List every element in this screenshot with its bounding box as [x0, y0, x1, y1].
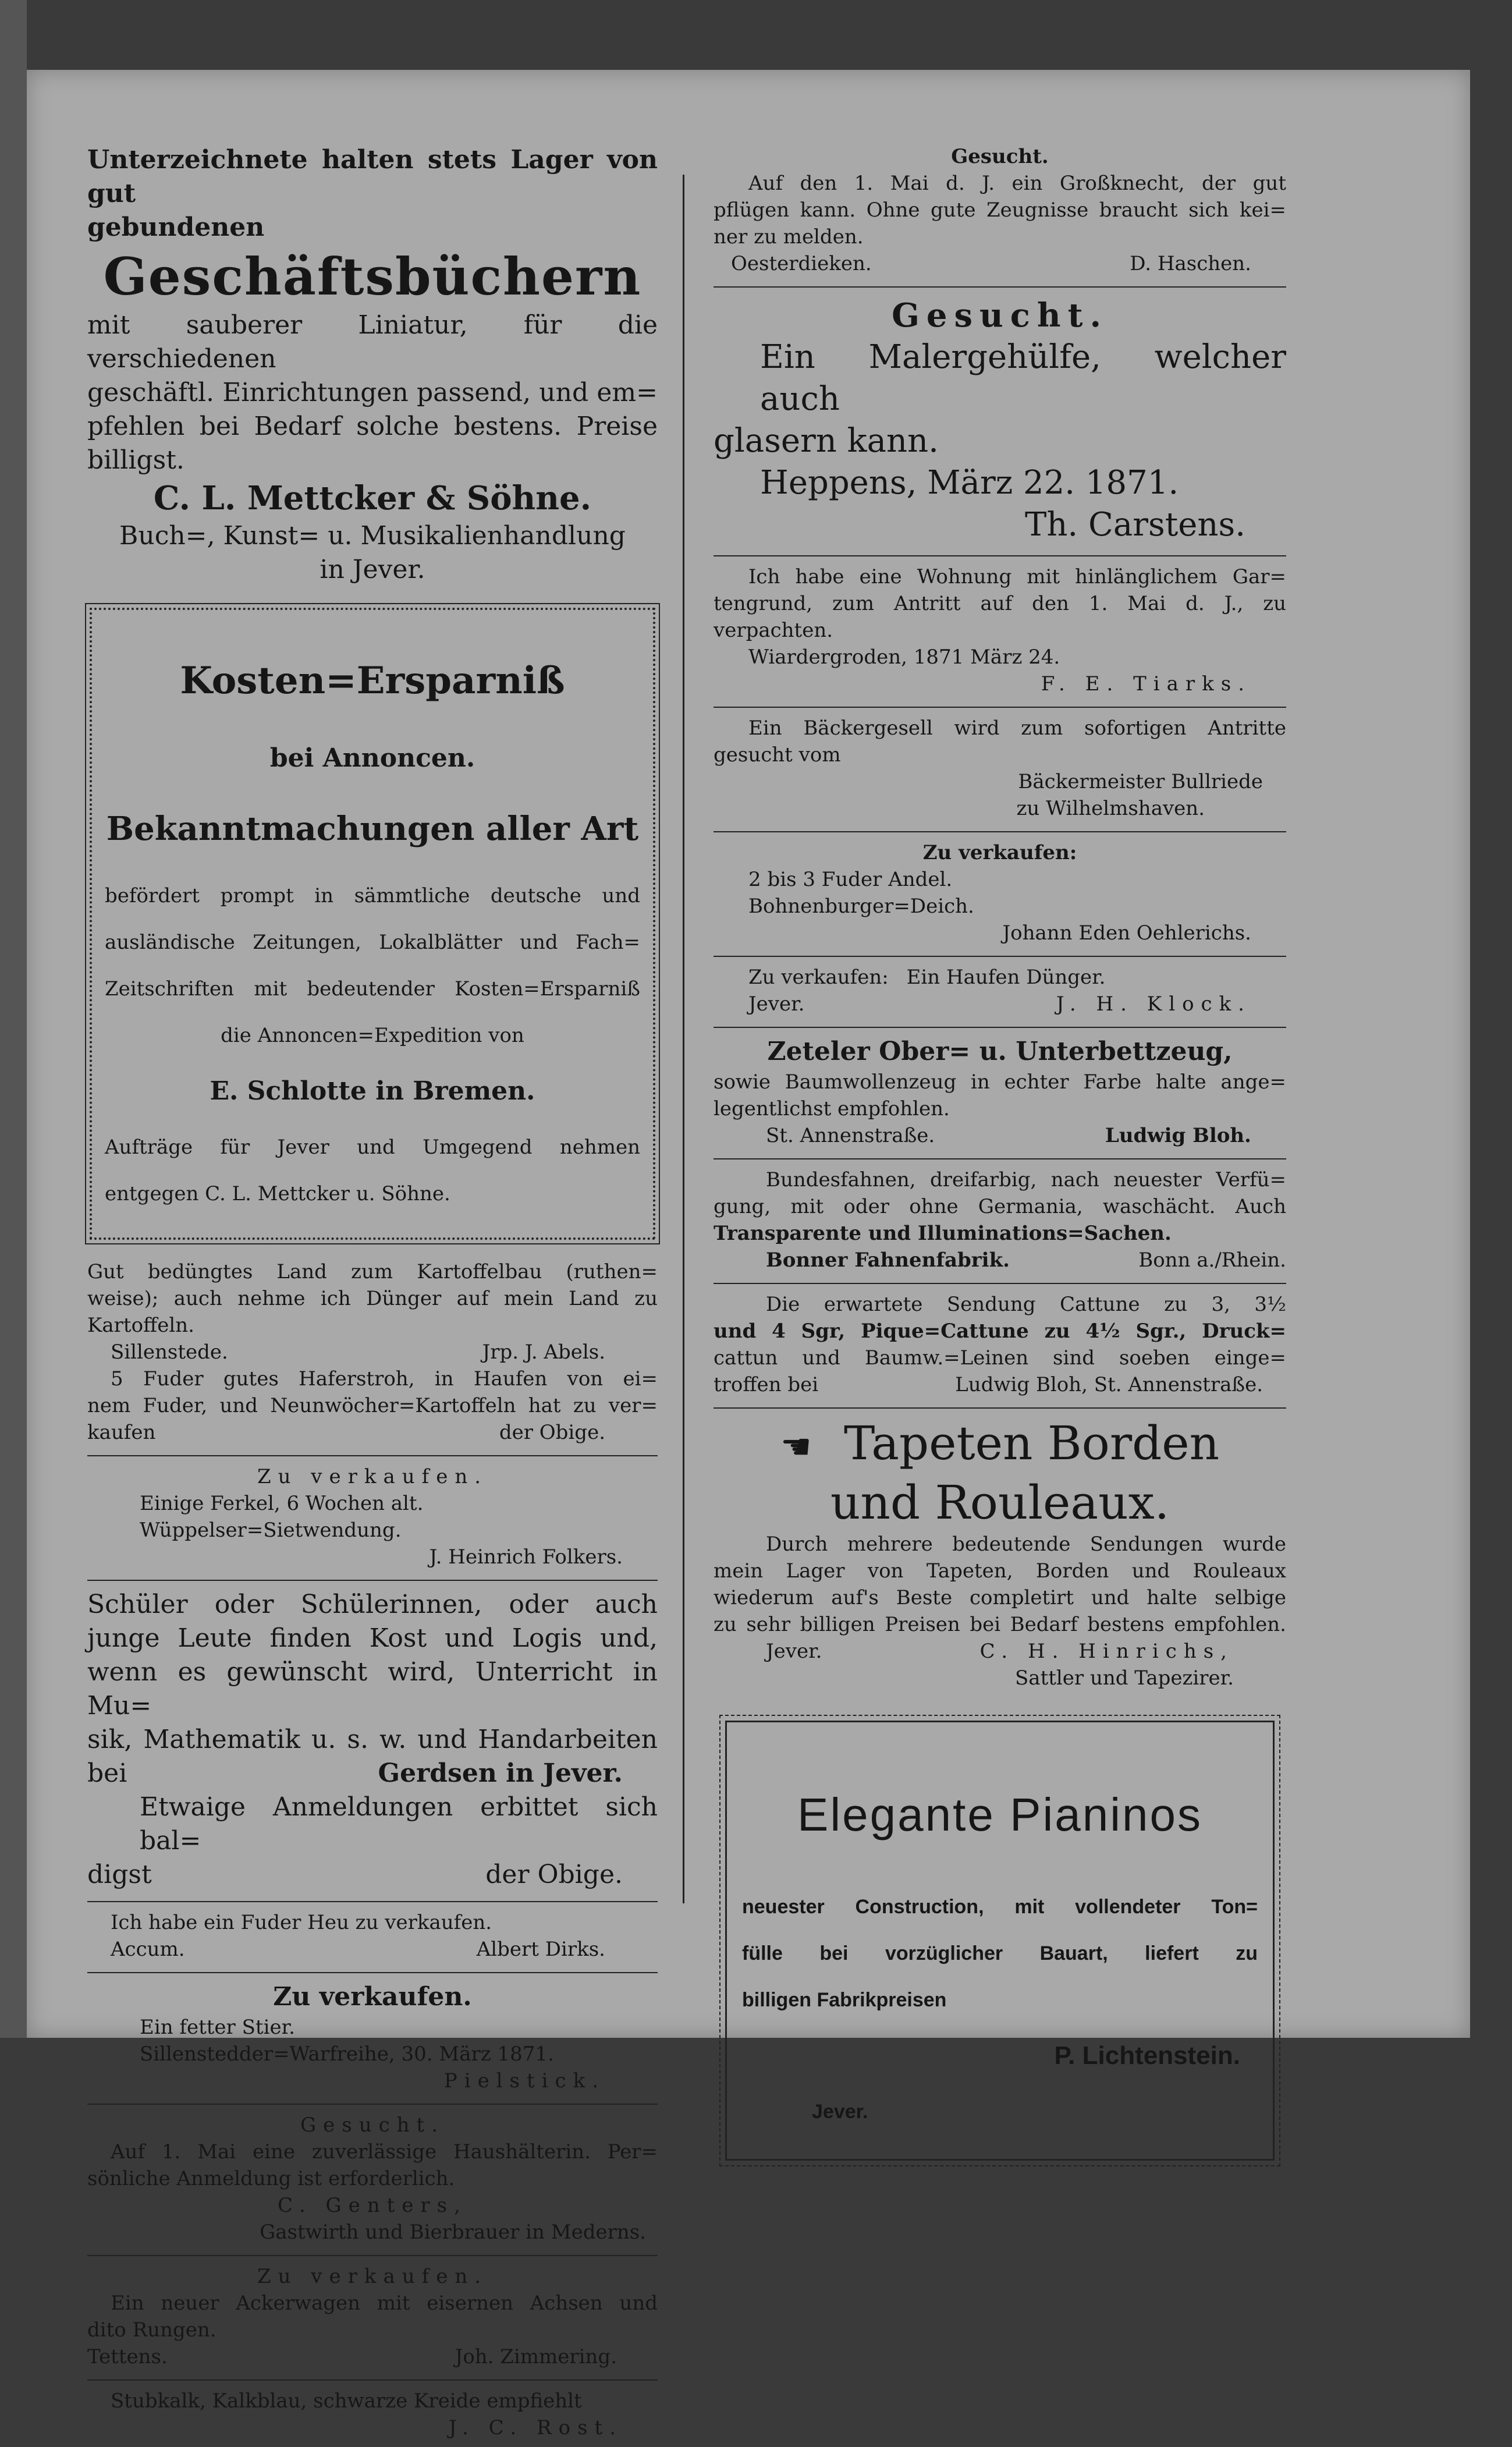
- ad-text: Ein Bäckergesell wird zum sofortigen Antritte: [748, 717, 1286, 740]
- ad-wohnung: [714, 560, 1286, 703]
- ad-signature: J. H. Klock.: [1056, 992, 1251, 1016]
- ad-signature: Ludwig Bloh, St. Annenstraße.: [955, 1373, 1263, 1396]
- ad-text: Gut bedüngtes Land zum Kartoffelbau (ruthen=: [87, 1260, 658, 1283]
- ad-text: Einige Ferkel, 6 Wochen alt.: [140, 1492, 424, 1515]
- ad-text: 5 Fuder gutes Haferstroh, in Haufen von ei=: [111, 1367, 658, 1391]
- ad-ferkel: [87, 1460, 658, 1576]
- ad-heading: Gesucht.: [951, 145, 1049, 168]
- ad-heu: [87, 1906, 658, 1969]
- ad-firm: C. L. Mettcker & Söhne.: [153, 479, 592, 517]
- ad-signature: F. E. Tiarks.: [1041, 672, 1251, 696]
- ad-text: neuester Construction, mit vollendeter Ton=: [742, 1896, 1258, 1918]
- ad-signature: Ludwig Bloh.: [1105, 1124, 1251, 1147]
- ad-geschaeftsbuecher: [87, 140, 658, 593]
- ad-separator: [87, 2379, 658, 2381]
- ad-heading: Zu verkaufen.: [257, 2265, 488, 2288]
- ad-text: Bekanntmachungen aller Art: [106, 810, 639, 848]
- ad-signature: D. Haschen.: [1130, 252, 1251, 275]
- ad-text: Auf den 1. Mai d. J. ein Großknecht, der gut: [748, 172, 1286, 195]
- ad-text: Buch=, Kunst= u. Musikalienhandlung: [119, 521, 626, 551]
- ad-text: dito Rungen.: [87, 2318, 216, 2342]
- ad-signature: Albert Dirks.: [476, 1938, 605, 1961]
- ad-text: entgegen C. L. Mettcker u. Söhne.: [105, 1182, 450, 1205]
- ad-heading-row: [714, 1416, 1286, 1475]
- ad-signature-row: [714, 991, 1286, 1017]
- ad-text: Ich habe eine Wohnung mit hinlänglichem Gar=: [748, 565, 1286, 588]
- ad-text: Etwaige Anmeldungen erbittet sich bal=: [140, 1792, 658, 1856]
- ad-text: pfehlen bei Bedarf solche bestens. Preise: [87, 412, 658, 441]
- ad-signature-row: [714, 1371, 1286, 1398]
- ad-text: Die erwartete Sendung Cattune zu 3, 3½: [766, 1293, 1286, 1316]
- pointing-hand-icon: ☚: [780, 1427, 812, 1467]
- ad-signature-row: [714, 250, 1286, 277]
- ad-cattune: [714, 1288, 1286, 1404]
- ad-kosten-ersparniss: [90, 608, 655, 1240]
- ad-heading: Zu verkaufen:: [748, 966, 889, 989]
- ad-heading: Zu verkaufen.: [273, 1982, 472, 2012]
- ad-place: Jever.: [812, 2101, 868, 2123]
- ad-text: fülle bei vorzüglicher Bauart, liefert zu: [742, 1942, 1258, 1964]
- ad-text: Heppens, März 22. 1871.: [760, 464, 1179, 502]
- ad-signature: P. Lichtenstein.: [1054, 2041, 1240, 2070]
- ad-text: die Annoncen=Expedition von: [221, 1024, 524, 1047]
- ad-text: Durch mehrere bedeutende Sendungen wurde: [766, 1533, 1286, 1556]
- ad-text: Ein neuer Ackerwagen mit eisernen Achsen und: [111, 2292, 658, 2315]
- ad-text: mit sauberer Liniatur, für die verschiedenen: [87, 310, 658, 374]
- ad-signature: Johann Eden Oehlerichs.: [1002, 921, 1251, 945]
- ad-text: Stubkalk, Kalkblau, schwarze Kreide empfiehlt: [111, 2389, 582, 2413]
- ad-signature: C. Genters,: [278, 2194, 467, 2217]
- ad-text: zu sehr billigen Preisen bei Bedarf bestens empfohlen.: [714, 1613, 1286, 1636]
- ad-kartoffelland: [87, 1255, 658, 1452]
- ad-text: gebundenen: [87, 212, 265, 242]
- ad-heading: Zeteler Ober= u. Unterbettzeug,: [767, 1037, 1233, 1066]
- ad-malergehuelfe: [714, 291, 1286, 552]
- ad-text: Ein Haufen Dünger.: [906, 966, 1106, 989]
- ad-text: billigen Fabrikpreisen: [742, 1989, 947, 2011]
- ad-text: Wiardergroden, 1871 März 24.: [748, 646, 1060, 669]
- right-column: [714, 140, 1286, 2166]
- ad-text: 2 bis 3 Fuder Andel.: [748, 868, 953, 891]
- ad-separator: [714, 707, 1286, 708]
- ad-text: Sillenstedder=Warfreihe, 30. März 1871.: [140, 2042, 554, 2066]
- ad-text: Ich habe ein Fuder Heu zu verkaufen.: [111, 1911, 492, 1934]
- ad-text: billigst.: [87, 445, 184, 475]
- ad-stier: [87, 1977, 658, 2100]
- ad-text: geschäftl. Einrichtungen passend, und em=: [87, 378, 658, 407]
- ad-text: Wüppelser=Sietwendung.: [140, 1519, 402, 1542]
- ad-separator: [87, 1580, 658, 1581]
- ad-separator: [714, 956, 1286, 957]
- ad-headline: Geschäftsbüchern: [103, 246, 642, 307]
- ad-signature: Pielstick.: [443, 2069, 605, 2093]
- ad-text: digst: [87, 1860, 152, 1889]
- ad-text: troffen bei: [714, 1373, 819, 1396]
- ad-text: kaufen: [87, 1421, 156, 1444]
- ad-text: Ein fetter Stier.: [140, 2016, 295, 2039]
- ad-text: tengrund, zum Antritt auf den 1. Mai d. J., zu: [714, 592, 1286, 615]
- ad-heading: Gesucht.: [300, 2113, 445, 2137]
- ad-separator: [87, 1972, 658, 1973]
- ad-signature: der Obige.: [485, 1860, 623, 1889]
- ad-text: sik, Mathematik u. s. w. und Handarbeiten: [87, 1725, 658, 1754]
- ad-text: Unterzeichnete halten stets Lager von gut: [87, 145, 658, 208]
- ad-separator: [714, 1027, 1286, 1028]
- ad-separator: [714, 831, 1286, 832]
- ad-text: sönliche Anmeldung ist erforderlich.: [87, 2167, 455, 2190]
- ad-text: sowie Baumwollenzeug in echter Farbe halte ange=: [714, 1070, 1286, 1094]
- ad-heading: Zu verkaufen:: [922, 841, 1077, 864]
- ad-signature-row: [87, 1936, 658, 1963]
- ad-text: ausländische Zeitungen, Lokalblätter und Fach=: [105, 931, 640, 954]
- ad-signature-row: [714, 1122, 1286, 1149]
- book-spine: [0, 0, 27, 2038]
- ad-text: wenn es gewünscht wird, Unterricht in Mu=: [87, 1657, 658, 1721]
- ad-place: St. Annenstraße.: [766, 1124, 935, 1147]
- ad-separator: [714, 1283, 1286, 1284]
- ad-duenger: [714, 960, 1286, 1023]
- ad-text: Kartoffeln.: [87, 1314, 194, 1337]
- ad-text: Zeitschriften mit bedeutender Kosten=Ersparniß: [105, 977, 640, 1001]
- ad-signature-row: [87, 2343, 658, 2370]
- ad-text: Aufträge für Jever und Umgegend nehmen: [105, 1136, 640, 1159]
- ad-place: Accum.: [111, 1938, 185, 1961]
- ad-place: Oesterdieken.: [731, 252, 872, 275]
- ad-signature-row: [87, 1339, 658, 1366]
- column-divider: [683, 175, 684, 1903]
- ad-separator: [714, 555, 1286, 556]
- ad-heading: Zu verkaufen.: [257, 1465, 488, 1488]
- ad-signature: Jrp. J. Abels.: [482, 1340, 605, 1364]
- ad-firm: E. Schlotte in Bremen.: [210, 1076, 535, 1106]
- ad-andel: [714, 836, 1286, 952]
- ad-text: Bundesfahnen, dreifarbig, nach neuester Verfü=: [766, 1168, 1286, 1191]
- ad-grossknecht: [714, 140, 1286, 283]
- ad-place: Jever.: [766, 1640, 822, 1663]
- ad-headline: Kosten=Ersparniß: [180, 659, 565, 703]
- ad-place: Tettens.: [87, 2345, 168, 2368]
- ad-signature-row: [87, 1858, 658, 1892]
- ad-text-row: [714, 964, 1286, 991]
- ad-signature: der Obige.: [499, 1421, 605, 1444]
- ad-text-row: [87, 1757, 658, 1790]
- ad-signature: C. H. Hinrichs,: [979, 1640, 1234, 1663]
- ad-stubkalk: [87, 2384, 658, 2447]
- ad-text: gung, mit oder ohne Germania, waschächt. Auch: [714, 1195, 1286, 1218]
- ad-pianinos: [725, 1721, 1275, 2161]
- ad-signature: J. C. Rost.: [448, 2416, 623, 2439]
- ad-separator: [714, 1407, 1286, 1409]
- ad-tapeten: [714, 1412, 1286, 1697]
- ad-haushaelterin: [87, 2108, 658, 2251]
- left-column: [87, 140, 658, 2447]
- ad-separator: [87, 2104, 658, 2105]
- ad-text: Auf 1. Mai eine zuverlässige Haushälterin. Per=: [111, 2140, 658, 2164]
- ad-text: Transparente und Illuminations=Sachen.: [714, 1222, 1172, 1245]
- ad-text: befördert prompt in sämmtliche deutsche und: [105, 884, 640, 907]
- ad-text: Gastwirth und Bierbrauer in Mederns.: [260, 2221, 646, 2244]
- ad-signature: Joh. Zimmering.: [455, 2345, 617, 2368]
- ad-signature-row: [87, 1419, 658, 1446]
- ad-ackerwagen: [87, 2260, 658, 2376]
- ad-text: glasern kann.: [714, 422, 939, 460]
- ad-text: legentlichst empfohlen.: [714, 1097, 950, 1120]
- ad-text: gesucht vom: [714, 743, 841, 767]
- ad-signature: Th. Carstens.: [1024, 506, 1245, 544]
- ad-text: Bohnenburger=Deich.: [748, 895, 974, 918]
- ad-text: zu Wilhelmshaven.: [1016, 797, 1205, 820]
- ad-separator: [87, 1455, 658, 1456]
- ad-text: und 4 Sgr, Pique=Cattune zu 4½ Sgr., Druck=: [714, 1320, 1286, 1343]
- ad-bettzeug: [714, 1031, 1286, 1155]
- ad-place: Bonn a./Rhein.: [1138, 1249, 1286, 1272]
- ad-signature: Gerdsen in Jever.: [378, 1758, 623, 1788]
- ad-text: Bäckermeister Bullriede: [1018, 770, 1263, 793]
- ad-heading: Gesucht.: [892, 296, 1108, 335]
- ad-separator: [87, 2255, 658, 2256]
- ad-text: cattun und Baumw.=Leinen sind soeben einge=: [714, 1346, 1286, 1370]
- ad-heading: und Rouleaux.: [830, 1476, 1170, 1530]
- ad-text: bei Annoncen.: [269, 743, 475, 773]
- ad-text: ner zu melden.: [714, 225, 864, 249]
- ad-separator: [714, 286, 1286, 288]
- ad-bundesfahnen: [714, 1163, 1286, 1279]
- ad-text: in Jever.: [320, 555, 425, 584]
- ad-text: bei: [87, 1758, 127, 1788]
- ad-text: Sattler und Tapezirer.: [1015, 1666, 1234, 1690]
- ad-text: pflügen kann. Ohne gute Zeugnisse braucht sich kei=: [714, 198, 1286, 222]
- ad-text: nem Fuder, und Neunwöcher=Kartoffeln hat zu ver=: [87, 1394, 658, 1417]
- ad-heading: Tapeten Borden: [844, 1416, 1220, 1470]
- ad-text: verpachten.: [714, 619, 833, 642]
- ad-text: Schüler oder Schülerinnen, oder auch: [87, 1590, 658, 1619]
- ad-place: Jever.: [748, 992, 805, 1016]
- ad-signature: Bonner Fahnenfabrik.: [766, 1249, 1010, 1272]
- ad-signature: J. Heinrich Folkers.: [429, 1545, 623, 1569]
- ad-text: junge Leute finden Kost und Logis und,: [87, 1623, 658, 1653]
- ad-separator: [87, 1901, 658, 1902]
- ad-text: weise); auch nehme ich Dünger auf mein Land zu: [87, 1287, 658, 1310]
- ad-text: Ein Malergehülfe, welcher auch: [760, 338, 1286, 418]
- ad-text: wiederum auf's Beste completirt und halte selbige: [714, 1586, 1286, 1609]
- ad-schueler: [87, 1584, 658, 1898]
- ad-heading: Elegante Pianinos: [797, 1789, 1202, 1840]
- ad-signature-row: [714, 1247, 1286, 1274]
- ad-text: mein Lager von Tapeten, Borden und Rouleaux: [714, 1559, 1286, 1583]
- ad-separator: [714, 1158, 1286, 1159]
- ad-signature-row: [714, 1638, 1286, 1665]
- ad-baeckergesell: [714, 711, 1286, 828]
- ad-place: Sillenstede.: [111, 1340, 228, 1364]
